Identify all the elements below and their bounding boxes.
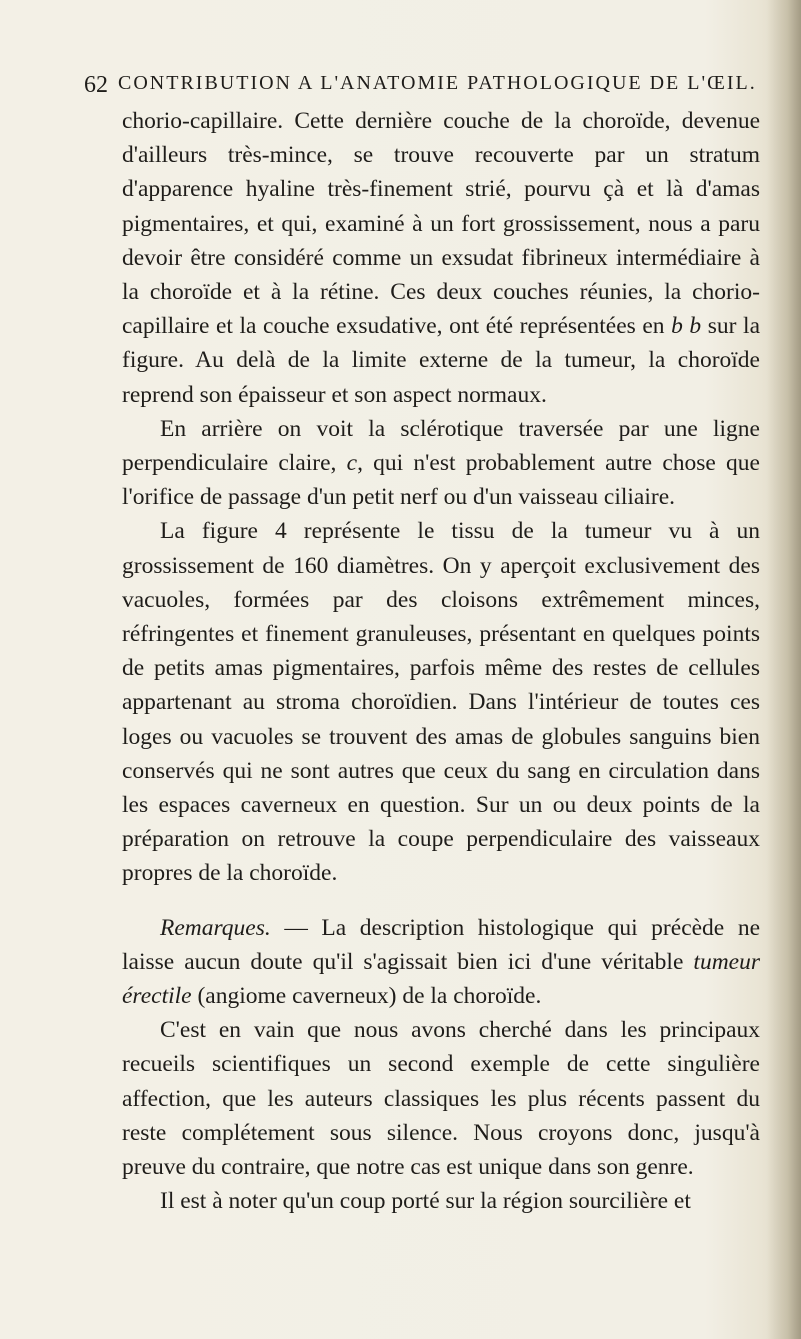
- paragraph-1-continuation: sur la figure. Au delà de la limite externe de la tumeur, la choroïde reprend son épaisseur et son aspect normaux.: [122, 313, 761, 408]
- page-edge-shadow: [767, 0, 801, 1339]
- paragraph-2-text-after: , qui n'est probablement autre chose que l'orifice de passage d'un petit nerf ou d'un vaisseau ciliaire.: [122, 450, 760, 511]
- paragraph-6: Il est à noter qu'un coup porté sur la région sourcilière et: [160, 1188, 691, 1215]
- running-title: CONTRIBUTION A L'ANATOMIE PATHOLOGIQUE DE L'ŒIL.: [118, 72, 757, 94]
- remarques-heading: Remarques.: [160, 914, 271, 941]
- paragraph-5: C'est en vain que nous avons cherché dans les principaux recueils scientifiques un second exemple de cette singulière affection, que les auteurs classiques les plus récents passent du reste complétement sous silence. Nous croyons donc, jusqu'à preuve du contraire, que notre cas est unique dans son genre.: [122, 1017, 760, 1181]
- remarques-italic-term: tumeur érectile: [122, 948, 760, 1010]
- paragraph-2: [122, 412, 760, 515]
- page-number: 62: [84, 72, 108, 98]
- remarques-text-end: (angiome caverneux) de la choroïde.: [191, 983, 542, 1010]
- remarques-text: — La description histologique qui précède ne laisse aucun doute qu'il s'agissait bien ici d'une véritable: [122, 914, 760, 975]
- running-head: [84, 72, 757, 99]
- paragraph-2-text-before: En arrière on voit la sclérotique traversée par une ligne perpendiculaire claire,: [122, 415, 760, 477]
- paragraph-2-italic: c: [346, 450, 358, 477]
- paragraph-1: [122, 104, 760, 412]
- paragraph-1-text: chorio-capillaire. Cette dernière couche de la choroïde, devenue d'ailleurs très-mince, se trouve recouverte par un stratum d'apparence hyaline très-finement strié, pourvu çà et là d'amas pigmentaires, et qui, examiné à un fort grossissement, nous a paru devoir être considéré comme un exsudat fibrineux intermédiaire à la choroïde et à la rétine. Ces deux couches réunies, la chorio-capillaire et la couche exsudative, ont été représentées en: [122, 108, 760, 340]
- paragraph-remarques: [122, 911, 760, 1014]
- paragraph-3: La figure 4 représente le tissu de la tumeur vu à un grossissement de 160 diamètres. On y aperçoit exclusivement des vacuoles, formées par des cloisons extrêmement minces, réfringentes et finement granuleuses, présentant en quelques points de petits amas pigmentaires, parfois même des restes de cellules appartenant au stroma choroïdien. Dans l'intérieur de toutes ces loges ou vacuoles se trouvent des amas de globules sanguins bien conservés qui ne sont autres que ceux du sang en circulation dans les espaces caverneux en question. Sur un ou deux points de la préparation on retrouve la coupe perpendiculaire des vaisseaux propres de la choroïde.: [122, 518, 760, 887]
- body-text: [122, 104, 760, 1219]
- paragraph-1-italic: b b: [671, 313, 702, 340]
